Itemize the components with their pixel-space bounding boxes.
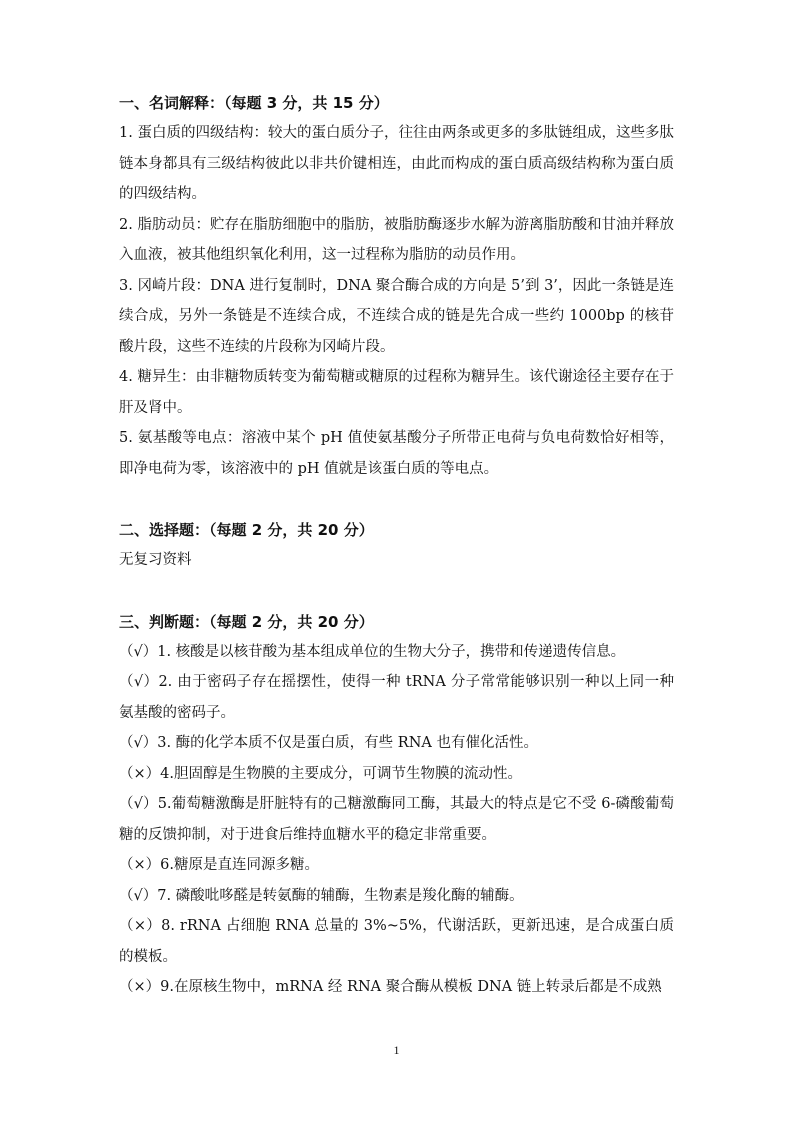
section-spacer xyxy=(119,484,674,515)
section-heading-true-false: 三、判断题：（每题 2 分，共 20 分） xyxy=(119,612,374,631)
page-number: 1 xyxy=(393,1043,400,1057)
section-spacer xyxy=(119,576,674,607)
judgement-item: （√）3. 酶的化学本质不仅是蛋白质，有些 RNA 也有催化活性。 xyxy=(119,735,538,751)
judgement-item: （×）9.在原核生物中，mRNA 经 RNA 聚合酶从模板 DNA 链上转录后都是不成熟 xyxy=(119,979,662,995)
definition-item: 5. 氨基酸等电点：溶液中某个 pH 值使氨基酸分子所带正电荷与负电荷数恰好相等，即净电荷为零，该溶液中的 pH 值就是该蛋白质的等电点。 xyxy=(119,430,674,477)
judgement-item: （√）7. 磷酸吡哆醛是转氨酶的辅酶，生物素是羧化酶的辅酶。 xyxy=(119,887,524,904)
section-heading-multiple-choice: 二、选择题：（每题 2 分，共 20 分） xyxy=(119,521,374,539)
no-material-note: 无复习资料 xyxy=(119,552,192,568)
judgement-item: （×）4.胆固醇是生物膜的主要成分，可调节生物膜的流动性。 xyxy=(119,765,522,782)
definition-item: 4. 糖异生：由非糖物质转变为葡萄糖或糖原的过程称为糖异生。该代谢途径主要存在于肝及肾中。 xyxy=(119,369,674,416)
judgement-item: （√）2. 由于密码子存在摇摆性，使得一种 tRNA 分子常常能够识别一种以上同一种氨基酸的密码子。 xyxy=(119,674,674,721)
judgement-item: （√）1. 核酸是以核苷酸为基本组成单位的生物大分子，携带和传递遗传信息。 xyxy=(119,643,626,660)
definition-item: 2. 脂肪动员：贮存在脂肪细胞中的脂肪，被脂肪酶逐步水解为游离脂肪酸和甘油并释放入血液，被其他组织氧化利用，这一过程称为脂肪的动员作用。 xyxy=(119,216,674,263)
definition-item: 1. 蛋白质的四级结构：较大的蛋白质分子，往往由两条或更多的多肽链组成，这些多肽链本身都具有三级结构彼此以非共价键相连，由此而构成的蛋白质高级结构称为蛋白质的四级结构。 xyxy=(119,125,674,202)
judgement-item: （×）6.糖原是直连同源多糖。 xyxy=(119,857,319,873)
definition-item: 3. 冈崎片段：DNA 进行复制时，DNA 聚合酶合成的方向是 5’到 3’，因此一条链是连续合成，另外一条链是不连续合成，不连续合成的链是先合成一些约 1000bp 的核苷酸片段，这些不连续的片段称为冈崎片段。 xyxy=(119,277,674,355)
judgement-item: （×）8. rRNA 占细胞 RNA 总量的 3%~5%，代谢活跃，更新迅速，是合成蛋白质的模板。 xyxy=(119,918,674,965)
judgement-item: （√）5.葡萄糖激酶是肝脏特有的己糖激酶同工酶，其最大的特点是它不受 6-磷酸葡萄糖的反馈抑制，对于进食后维持血糖水平的稳定非常重要。 xyxy=(119,796,674,843)
document-page xyxy=(119,88,674,1003)
section-heading-definitions: 一、名词解释：（每题 3 分，共 15 分） xyxy=(119,94,389,112)
